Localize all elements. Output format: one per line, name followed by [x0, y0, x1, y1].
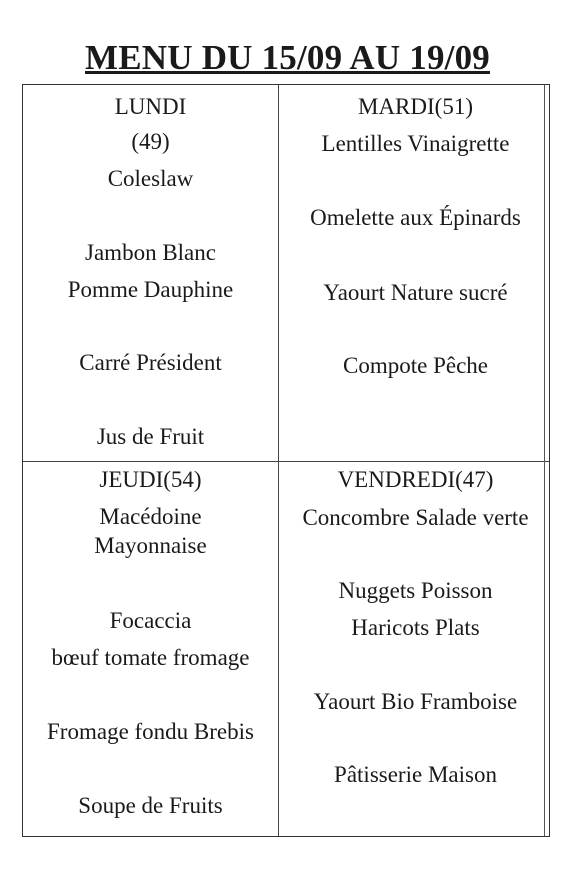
menu-item: Macédoine: [99, 504, 202, 529]
menu-item: Carré Président: [79, 350, 222, 375]
day-cell-jeudi: [23, 462, 278, 838]
day-cell-mardi: [280, 85, 551, 461]
day-header: VENDREDI(47): [337, 467, 494, 492]
menu-item: Jus de Fruit: [96, 424, 205, 449]
menu-item: bœuf tomate fromage: [51, 645, 250, 670]
menu-item: Nuggets Poisson: [338, 578, 493, 603]
day-header: JEUDI(54): [99, 467, 202, 492]
day-cell-lundi: [23, 85, 278, 461]
menu-table: [22, 84, 550, 837]
menu-item: Yaourt Nature sucré: [323, 280, 508, 305]
menu-item: Concombre Salade verte: [302, 505, 529, 530]
menu-item: Omelette aux Épinards: [310, 205, 521, 230]
menu-item: Mayonnaise: [94, 533, 207, 558]
day-header: MARDI(51): [358, 94, 473, 119]
menu-item: Soupe de Fruits: [78, 793, 223, 818]
day-header: LUNDI: [114, 94, 187, 119]
menu-item: Haricots Plats: [351, 615, 480, 640]
menu-item: Pomme Dauphine: [67, 277, 234, 302]
menu-item: Jambon Blanc: [85, 240, 216, 265]
menu-item: Coleslaw: [107, 166, 194, 191]
day-cell-vendredi: [280, 462, 551, 838]
page-title: MENU DU 15/09 AU 19/09: [85, 38, 490, 77]
menu-item: Compote Pêche: [343, 353, 488, 378]
menu-item: Fromage fondu Brebis: [47, 719, 254, 744]
menu-item: Lentilles Vinaigrette: [321, 131, 510, 156]
day-count: (49): [131, 129, 170, 154]
menu-item: Pâtisserie Maison: [334, 762, 497, 787]
menu-item: Focaccia: [109, 608, 192, 633]
menu-item: Yaourt Bio Framboise: [313, 689, 518, 714]
